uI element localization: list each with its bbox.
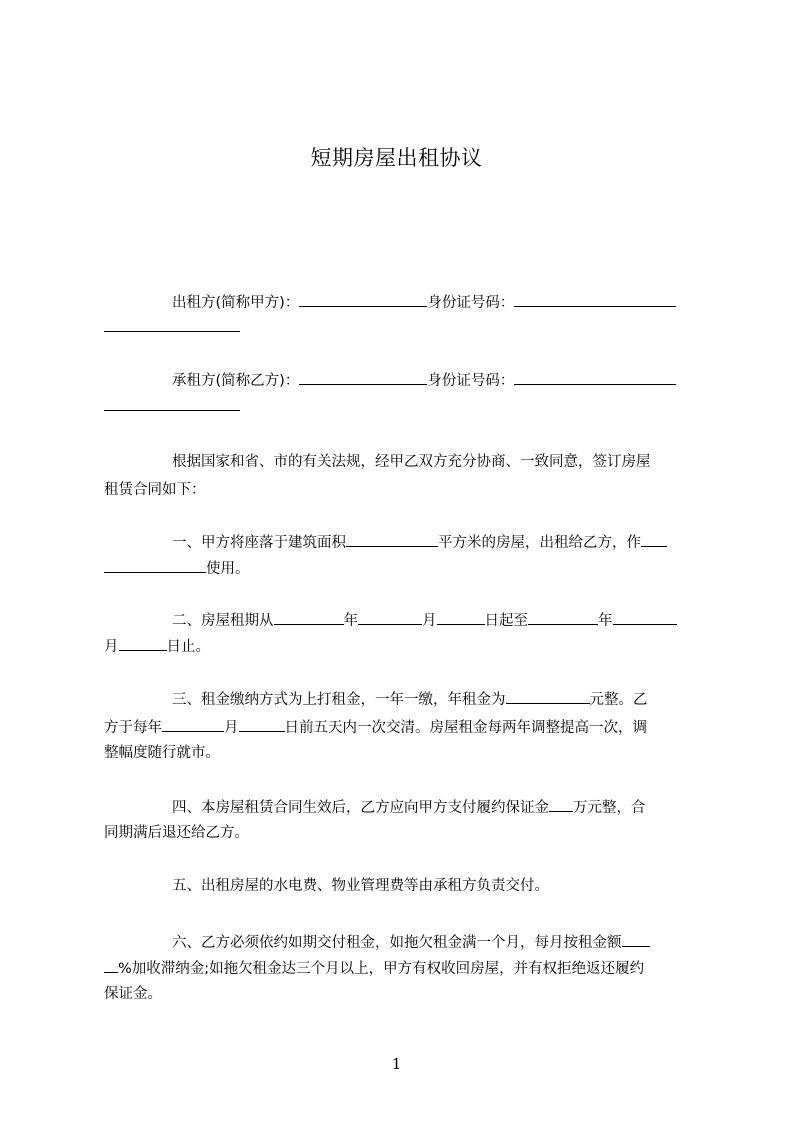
page-title: 短期房屋出租协议 xyxy=(310,146,483,170)
start-year-blank xyxy=(274,610,344,625)
clause-2-year-1: 年 xyxy=(343,613,358,629)
deposit-blank xyxy=(549,797,573,812)
lessee-id-blank xyxy=(514,370,676,385)
clause-4-text-a: 四、本房屋租赁合同生效后，乙方应向甲方支付履约保证金 xyxy=(172,800,549,816)
clause-6 xyxy=(172,932,700,953)
start-month-blank xyxy=(358,610,422,625)
lessee-id-blank-cont xyxy=(104,396,240,411)
lessee-id-label: 身份证号码： xyxy=(427,373,515,389)
pay-month-blank xyxy=(162,717,224,732)
clause-4 xyxy=(172,797,700,818)
clause-3-text-d: 月 xyxy=(224,720,239,736)
clause-2-cont xyxy=(104,636,704,657)
lessee-line xyxy=(172,370,700,391)
lessee-label: 承租方(简称乙方)： xyxy=(172,373,300,389)
clause-3-text-b: 元整。乙 xyxy=(589,692,648,708)
usage-blank-cont xyxy=(104,558,206,573)
annual-rent-blank xyxy=(506,689,590,704)
clause-6-text-a: 六、乙方必须依约如期交付租金，如拖欠租金满一个月，每月按租金额 xyxy=(172,935,622,951)
end-month-blank xyxy=(613,610,677,625)
clause-2-month-2: 月 xyxy=(104,639,119,655)
clause-2-text-a: 二、房屋租期从 xyxy=(172,613,274,629)
lessor-line-cont xyxy=(104,317,704,338)
clause-4-cont: 同期满后退还给乙方。 xyxy=(104,825,249,841)
intro-paragraph-cont: 租赁合同如下： xyxy=(104,482,206,498)
clause-6-cont xyxy=(104,958,704,979)
clause-3-text-c: 方于每年 xyxy=(104,720,162,736)
clause-2 xyxy=(172,610,700,631)
clause-2-day-to: 日止。 xyxy=(166,639,210,655)
area-blank xyxy=(346,532,438,547)
clause-3 xyxy=(172,689,700,710)
pay-day-blank xyxy=(239,717,285,732)
clause-3-text-a: 三、租金缴纳方式为上打租金，一年一缴，年租金为 xyxy=(172,692,506,708)
clause-3-cont-2: 整幅度随行就市。 xyxy=(104,745,220,761)
clause-4-text-b: 万元整，合 xyxy=(573,800,646,816)
lessor-label: 出租方(简称甲方)： xyxy=(172,295,300,311)
clause-1-text-b: 平方米的房屋，出租给乙方，作 xyxy=(438,535,641,551)
clause-1-cont xyxy=(104,558,704,579)
clause-2-day-from: 日起至 xyxy=(484,613,528,629)
intro-paragraph: 根据国家和省、市的有关法规，经甲乙双方充分协商、一致同意，签订房屋 xyxy=(172,454,651,470)
late-fee-blank-cont xyxy=(104,958,118,973)
lessor-id-blank-cont xyxy=(104,317,240,332)
lessor-name-blank xyxy=(299,292,427,307)
clause-1-text-c: 使用。 xyxy=(206,561,250,577)
clause-2-year-2: 年 xyxy=(598,613,613,629)
end-year-blank xyxy=(528,610,598,625)
clause-5: 五、出租房屋的水电费、物业管理费等由承租方负责交付。 xyxy=(172,878,549,894)
late-fee-blank xyxy=(622,932,650,947)
lessee-name-blank xyxy=(299,370,427,385)
lessor-id-blank xyxy=(514,292,676,307)
clause-6-text-b: %加收滞纳金;如拖欠租金达三个月以上，甲方有权收回房屋，并有权拒绝返还履约 xyxy=(118,961,645,977)
clause-6-cont-2: 保证金。 xyxy=(104,986,162,1002)
start-day-blank xyxy=(437,610,485,625)
end-day-blank xyxy=(119,636,167,651)
clause-3-text-e: 日前五天内一次交清。房屋租金每两年调整提高一次，调 xyxy=(284,720,647,736)
clause-2-month-1: 月 xyxy=(422,613,437,629)
clause-1-text-a: 一、甲方将座落于建筑面积 xyxy=(172,535,346,551)
clause-1 xyxy=(172,532,700,553)
clause-3-cont xyxy=(104,717,704,738)
lessee-line-cont xyxy=(104,396,704,417)
lessor-id-label: 身份证号码： xyxy=(427,295,515,311)
page-number: 1 xyxy=(391,1055,402,1073)
usage-blank xyxy=(641,532,667,547)
lessor-line xyxy=(172,292,700,313)
